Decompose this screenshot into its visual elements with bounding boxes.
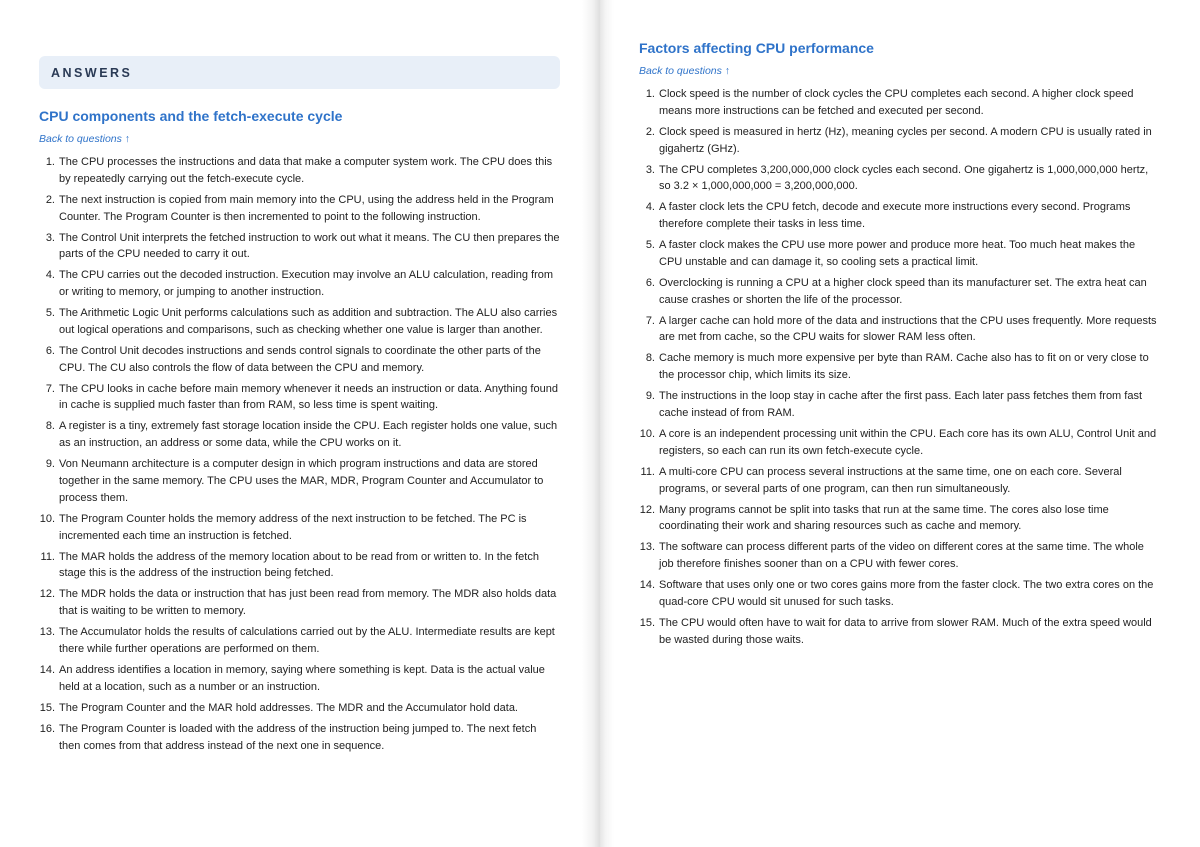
answer-list-cpu-performance — [639, 86, 1160, 649]
answer-item — [639, 162, 1160, 196]
answer-text: The CPU completes 3,200,000,000 clock cycles each second. One gigahertz is 1,000,000,000 hertz, so 3.2 × 1,000,000,000 = 3,200,000,000. — [659, 163, 1149, 193]
answer-text: A multi-core CPU can process several instructions at the same time, one on each core. Several programs, or several parts of one program, can then run simultaneously. — [659, 465, 1122, 495]
answer-text: A faster clock makes the CPU use more power and produce more heat. Too much heat makes the CPU unstable and can damage it, so cooling sets a practical limit. — [659, 239, 1136, 268]
answer-number: 3. — [45, 231, 55, 244]
answer-number: 4. — [645, 201, 655, 214]
answer-item — [639, 615, 1160, 649]
answer-item — [39, 230, 560, 264]
answer-text: The Control Unit interprets the fetched instruction to work out what it means. The CU then prepares the parts of the CPU needed to carry it out. — [59, 231, 560, 261]
answer-text: The software can process different parts of the video on different cores at the same time. The whole job therefore finishes sooner than on a CPU with fewer cores. — [659, 541, 1144, 571]
answer-number: 9. — [645, 390, 655, 403]
answer-text: The instructions in the loop stay in cache after the first pass. Each later pass fetches them from fast cache instead of from RAM. — [659, 390, 1143, 420]
answer-text: A faster clock lets the CPU fetch, decode and execute more instructions every second. Programs therefore complete their tasks in less time. — [659, 201, 1131, 231]
answer-text: Cache memory is much more expensive per byte than RAM. Cache also has to fit on or very close to the processor chip, which limits its size. — [659, 352, 1149, 382]
answer-number: 13. — [39, 626, 55, 639]
answer-number: 7. — [645, 314, 655, 327]
answer-text: The CPU looks in cache before main memory whenever it needs an instruction or data. Anything found in cache is supplied much faster than from RAM, so less time is spent waiting. — [59, 382, 558, 412]
answer-number: 8. — [45, 420, 55, 433]
answer-text: The next instruction is copied from main memory into the CPU, using the address held in the Program Counter. The Program Counter is then incremented to point to the following instruction. — [59, 193, 554, 223]
section-title-cpu-components: CPU components and the fetch-execute cycle — [39, 108, 343, 124]
answer-item — [639, 237, 1160, 271]
answer-item — [39, 586, 560, 620]
answer-text: Software that uses only one or two cores gains more from the faster clock. The two extra cores on the quad-core CPU would sit unused for such tasks. — [659, 579, 1154, 608]
answer-item — [639, 275, 1160, 309]
answer-number: 13. — [639, 541, 655, 554]
answer-item — [639, 86, 1160, 120]
answer-number: 6. — [45, 344, 55, 357]
answer-number: 11. — [640, 465, 655, 478]
back-to-questions-link[interactable]: Back to questions ↑ — [39, 133, 131, 145]
answer-text: The Program Counter and the MAR hold addresses. The MDR and the Accumulator hold data. — [59, 701, 518, 714]
answer-text: The Program Counter holds the memory address of the next instruction to be fetched. The PC is incremented each time an instruction is fetched. — [59, 512, 527, 542]
answer-item — [39, 721, 560, 755]
answer-number: 10. — [639, 428, 655, 441]
answer-number: 12. — [39, 588, 55, 601]
answer-item — [39, 154, 560, 188]
answer-number: 11. — [40, 550, 55, 563]
answer-item — [639, 199, 1160, 233]
answer-number: 14. — [639, 579, 655, 592]
answer-text: The Control Unit decodes instructions and sends control signals to coordinate the other parts of the CPU. The CU also controls the flow of data between the CPU and memory. — [59, 344, 541, 374]
answer-number: 6. — [645, 276, 655, 289]
answer-list-cpu-components — [39, 154, 561, 754]
answer-text: The Program Counter is loaded with the address of the instruction being jumped to. The next fetch then comes from that address instead of the next one in sequence. — [59, 722, 537, 752]
answers-banner: ANSWERS — [39, 56, 560, 89]
answer-number: 7. — [45, 382, 55, 395]
page-gutter-shadow — [600, 0, 614, 847]
answer-item — [639, 313, 1160, 347]
answer-number: 8. — [645, 352, 655, 365]
answer-number: 15. — [39, 701, 55, 714]
answer-item — [639, 124, 1160, 158]
answer-item — [39, 549, 560, 583]
answer-text: The MAR holds the address of the memory location about to be read from or written to. In the fetch stage this is the address of the instruction being fetched. — [59, 550, 539, 580]
answer-text: A core is an independent processing unit within the CPU. Each core has its own ALU, Control Unit and registers, so each can run its own fetch-execute cycle. — [659, 428, 1157, 457]
answer-text: The MDR holds the data or instruction that has just been read from memory. The MDR also holds data that is waiting to be written to memory. — [59, 588, 557, 618]
answer-item — [39, 418, 560, 452]
answer-item — [39, 700, 560, 717]
answer-item — [39, 624, 560, 658]
answer-number: 2. — [45, 193, 55, 206]
answer-number: 14. — [39, 663, 55, 676]
answer-number: 3. — [645, 163, 655, 176]
answer-item — [39, 381, 560, 415]
answer-number: 15. — [639, 616, 655, 629]
answer-item — [639, 350, 1160, 384]
page-gutter-shadow — [582, 0, 600, 847]
answer-item — [639, 464, 1160, 498]
answer-item — [639, 388, 1160, 422]
answer-number: 9. — [45, 458, 55, 471]
answer-text: The Accumulator holds the results of calculations carried out by the ALU. Intermediate results are kept there while further operations are performed on them. — [59, 626, 555, 655]
answer-item — [639, 539, 1160, 573]
answer-number: 1. — [45, 156, 55, 168]
answer-number: 5. — [645, 239, 655, 252]
answer-text: Overclocking is running a CPU at a higher clock speed than its manufacturer set. The extra heat can cause crashes or shorten the life of the processor. — [659, 276, 1147, 306]
answer-item — [39, 662, 560, 696]
answer-text: Von Neumann architecture is a computer design in which program instructions and data are stored together in the same memory. The CPU uses the MAR, MDR, Program Counter and Accumulator to process them. — [59, 458, 544, 504]
answer-item — [639, 502, 1160, 536]
answer-text: Clock speed is the number of clock cycles the CPU completes each second. A higher clock speed means more instructions can be fetched and executed per second. — [659, 88, 1134, 117]
answer-text: The CPU would often have to wait for data to arrive from slower RAM. Much of the extra speed would be wasted during those waits. — [659, 616, 1152, 646]
answer-number: 2. — [645, 125, 655, 138]
answer-item — [39, 267, 560, 301]
answer-item — [39, 192, 560, 226]
answer-text: Many programs cannot be split into tasks that run at the same time. The cores also lose time coordinating their work and sharing resources such as cache and memory. — [659, 503, 1109, 533]
right-page — [600, 0, 1200, 847]
answer-text: The Arithmetic Logic Unit performs calculations such as addition and subtraction. The ALU also carries out logical operations and comparisons, such as checking whether one value is larger than another. — [59, 307, 558, 336]
answer-number: 12. — [639, 503, 655, 516]
answer-item — [39, 305, 560, 339]
back-to-questions-link[interactable]: Back to questions ↑ — [639, 65, 731, 77]
answer-text: The CPU processes the instructions and data that make a computer system work. The CPU does this by repeatedly carrying out the fetch-execute cycle. — [59, 156, 553, 185]
answer-item — [39, 511, 560, 545]
section-title-cpu-performance: Factors affecting CPU performance — [639, 40, 874, 56]
answer-number: 10. — [39, 512, 55, 525]
answer-number: 1. — [645, 88, 655, 100]
answer-text: Clock speed is measured in hertz (Hz), meaning cycles per second. A modern CPU is usually rated in gigahertz (GHz). — [659, 125, 1152, 155]
answer-number: 5. — [45, 307, 55, 320]
answer-item — [39, 456, 560, 506]
answer-text: A larger cache can hold more of the data and instructions that the CPU uses frequently. More requests are met from cache, so the CPU waits for slower RAM less often. — [659, 314, 1157, 344]
answer-item — [39, 343, 560, 377]
answer-number: 4. — [45, 269, 55, 282]
answer-text: The CPU carries out the decoded instruction. Execution may involve an ALU calculation, reading from or writing to memory, or jumping to another instruction. — [59, 269, 554, 299]
answer-item — [639, 577, 1160, 611]
answer-number: 16. — [39, 722, 55, 735]
answer-item — [639, 426, 1160, 460]
answer-text: A register is a tiny, extremely fast storage location inside the CPU. Each register holds one value, such as an instruction, an address or some data, while the CPU works on it. — [59, 420, 558, 450]
answer-text: An address identifies a location in memory, saying where something is kept. Data is the actual value held at a location, such as a number or an instruction. — [59, 663, 545, 693]
